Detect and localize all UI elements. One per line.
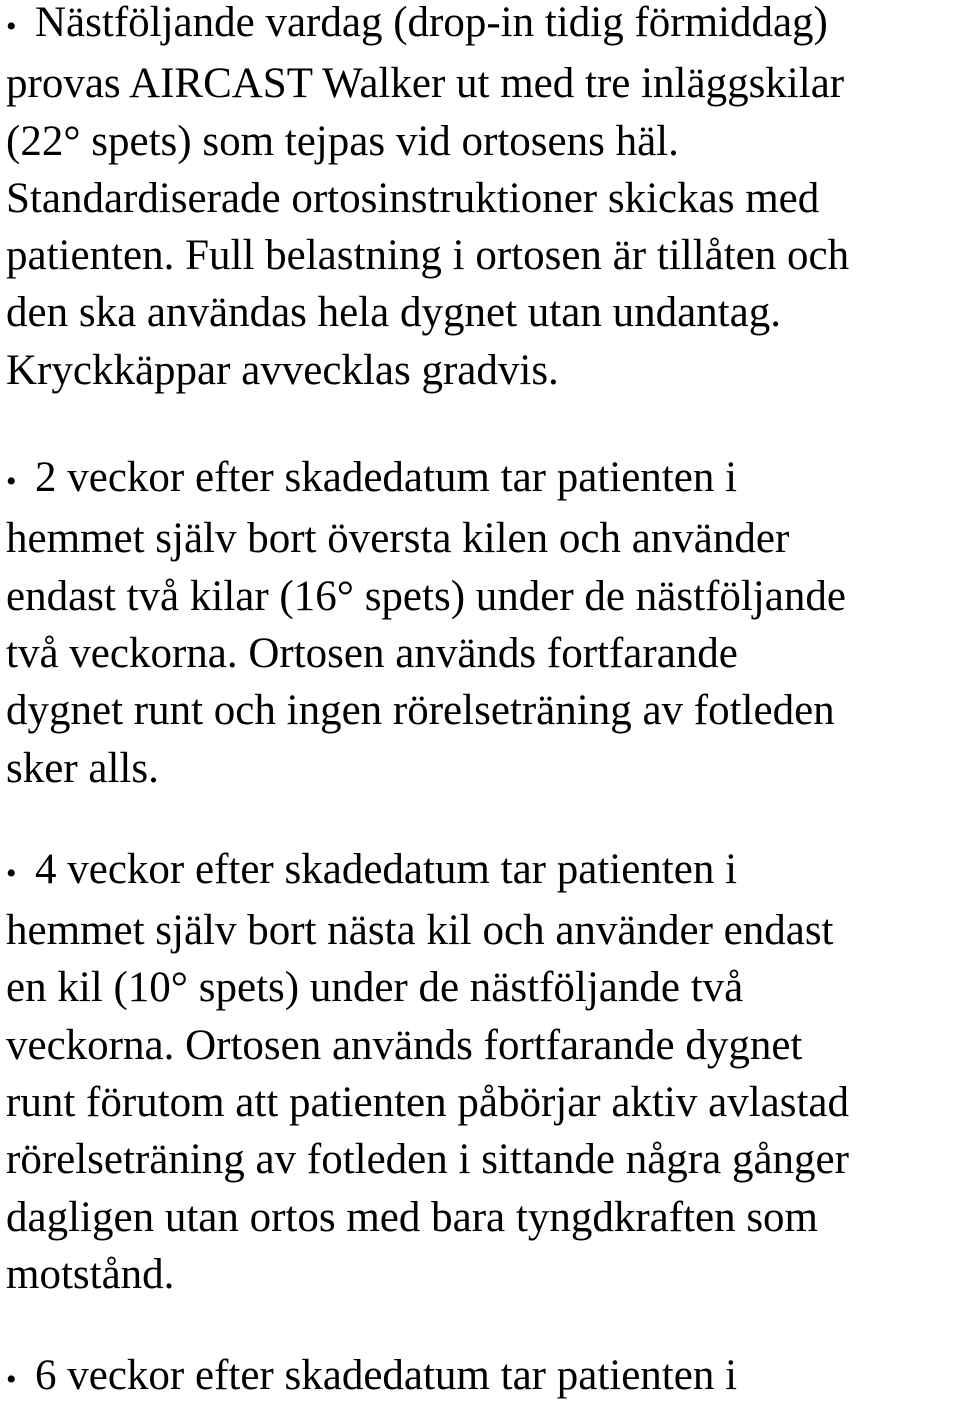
item-text-line: veckorna. Ortosen används fortfarande dygnet [6,1021,803,1069]
item-text-line: Kryckkäppar avvecklas gradvis. [6,346,559,394]
item-text-line: 4 veckor efter skadedatum tar patienten i [35,845,738,893]
item-text-line: rörelseträning av fotleden i sittande några gånger [6,1136,849,1184]
item-text-line: 2 veckor efter skadedatum tar patienten i [35,454,738,502]
item-text-line: runt förutom att patienten påbörjar aktiv avlastad [6,1079,849,1127]
item-text-line: sker alls. [6,744,159,792]
item-text-line: en kil (10° spets) under de nästföljande två [6,964,744,1012]
item-text-line: patienten. Full belastning i ortosen är tillåten och [6,232,850,280]
item-text-line: motstånd. [6,1250,175,1298]
item-text-line: Standardiserade ortosinstruktioner skickas med [6,174,820,222]
bullet-icon: • [6,465,17,499]
list-item [0,0,960,399]
list-item [0,841,960,1303]
item-text-line: Nästföljande vardag (drop-in tidig förmiddag) [35,0,828,46]
bullet-icon: • [6,1363,17,1397]
item-text-line: hemmet själv bort översta kilen och använder [6,515,790,563]
bullet-icon: • [6,10,17,43]
bullet-icon: • [6,856,17,890]
list-item [0,1347,960,1408]
list-item [0,449,960,797]
item-text-line: (22° spets) som tejpas vid ortosens häl. [6,117,679,165]
item-text-line: den ska användas hela dygnet utan undantag. [6,289,781,337]
item-text-line: dagligen utan ortos med bara tyngdkraften som [6,1193,819,1241]
item-text-line: två veckorna. Ortosen används fortfarande [6,629,738,677]
item-text-line: 6 veckor efter skadedatum tar patienten i [35,1352,738,1400]
item-text-line: dygnet runt och ingen rörelseträning av fotleden [6,687,835,735]
item-text-line: endast två kilar (16° spets) under de nästföljande [6,572,846,620]
item-text-line: hemmet själv bort nästa kil och använder endast [6,907,834,955]
item-text-line: provas AIRCAST Walker ut med tre inläggskilar [6,60,845,108]
